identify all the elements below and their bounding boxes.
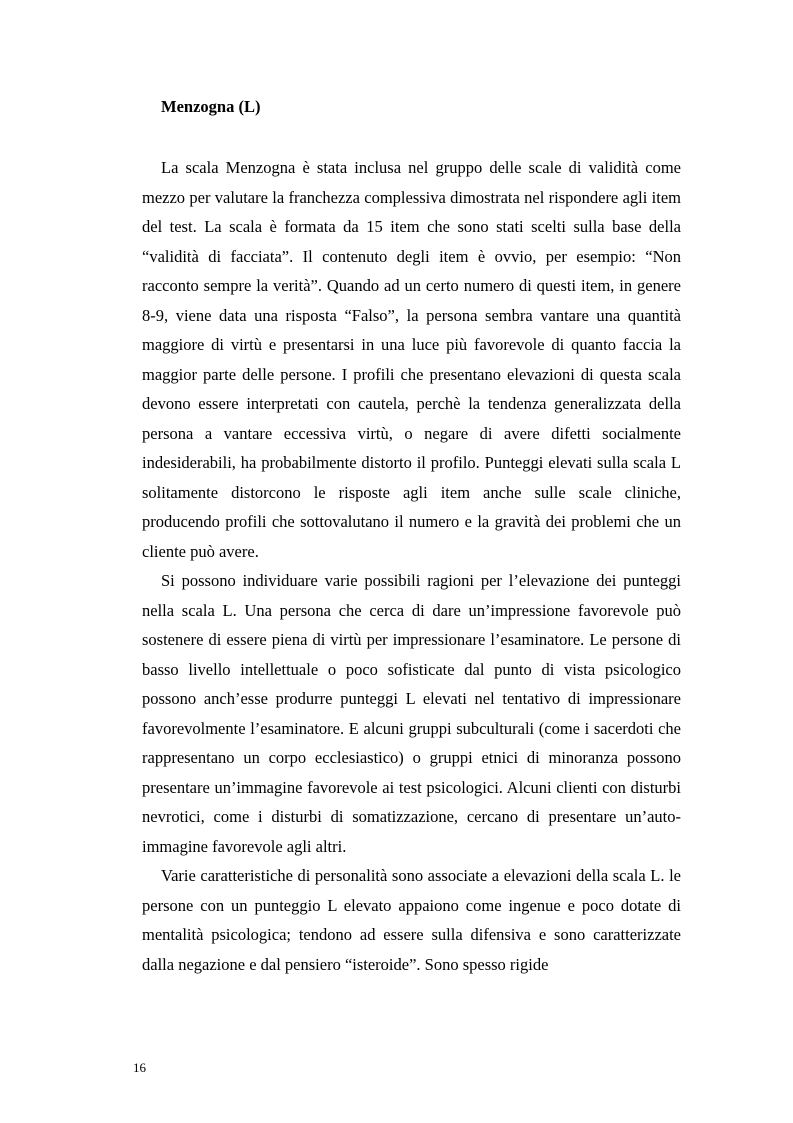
page-number: 16	[133, 1060, 146, 1075]
paragraph-1: La scala Menzogna è stata inclusa nel gruppo delle scale di validità come mezzo per valutare la franchezza complessiva dimostrata nel rispondere agli item del test. La scala è formata da 15 item che sono stati scelti sulla base della “validità di facciata”. Il contenuto degli item è ovvio, per esempio: “Non racconto sempre la verità”. Quando ad un certo numero di questi item, in genere 8-9, viene data una risposta “Falso”, la persona sembra vantare una quantità maggiore di virtù e presentarsi in una luce più favorevole di quanto faccia la maggior parte delle persone. I profili che presentano elevazioni di questa scala devono essere interpretati con cautela, perchè la tendenza generalizzata della persona a vantare eccessiva virtù, o negare di avere difetti socialmente indesiderabili, ha probabilmente distorto il profilo. Punteggi elevati sulla scala L solitamente distorcono le risposte agli item anche sulle scale cliniche, producendo profili che sottovalutano il numero e la gravità dei problemi che un cliente può avere.	[142, 158, 681, 561]
paragraph-2: Si possono individuare varie possibili ragioni per l’elevazione dei punteggi nella scala L. Una persona che cerca di dare un’impressione favorevole può sostenere di essere piena di virtù per impressionare l’esaminatore. Le persone di basso livello intellettuale o poco sofisticate dal punto di vista psicologico possono anch’esse produrre punteggi L elevati nel tentativo di impressionare favorevolmente l’esaminatore. E alcuni gruppi subculturali (come i sacerdoti che rappresentano un corpo ecclesiastico) o gruppi etnici di minoranza possono presentare un’immagine favorevole ai test psicologici. Alcuni clienti con disturbi nevrotici, come i disturbi di somatizzazione, cercano di presentare un’auto-immagine favorevole agli altri.	[142, 571, 681, 856]
body-text	[142, 153, 681, 979]
paragraph-3: Varie caratteristiche di personalità sono associate a elevazioni della scala L. le persone con un punteggio L elevato appaiono come ingenue e poco dotate di mentalità psicologica; tendono ad essere sulla difensiva e sono caratterizzate dalla negazione e dal pensiero “isteroide”. Sono spesso rigide	[142, 866, 681, 974]
section-heading: Menzogna (L)	[161, 97, 261, 116]
